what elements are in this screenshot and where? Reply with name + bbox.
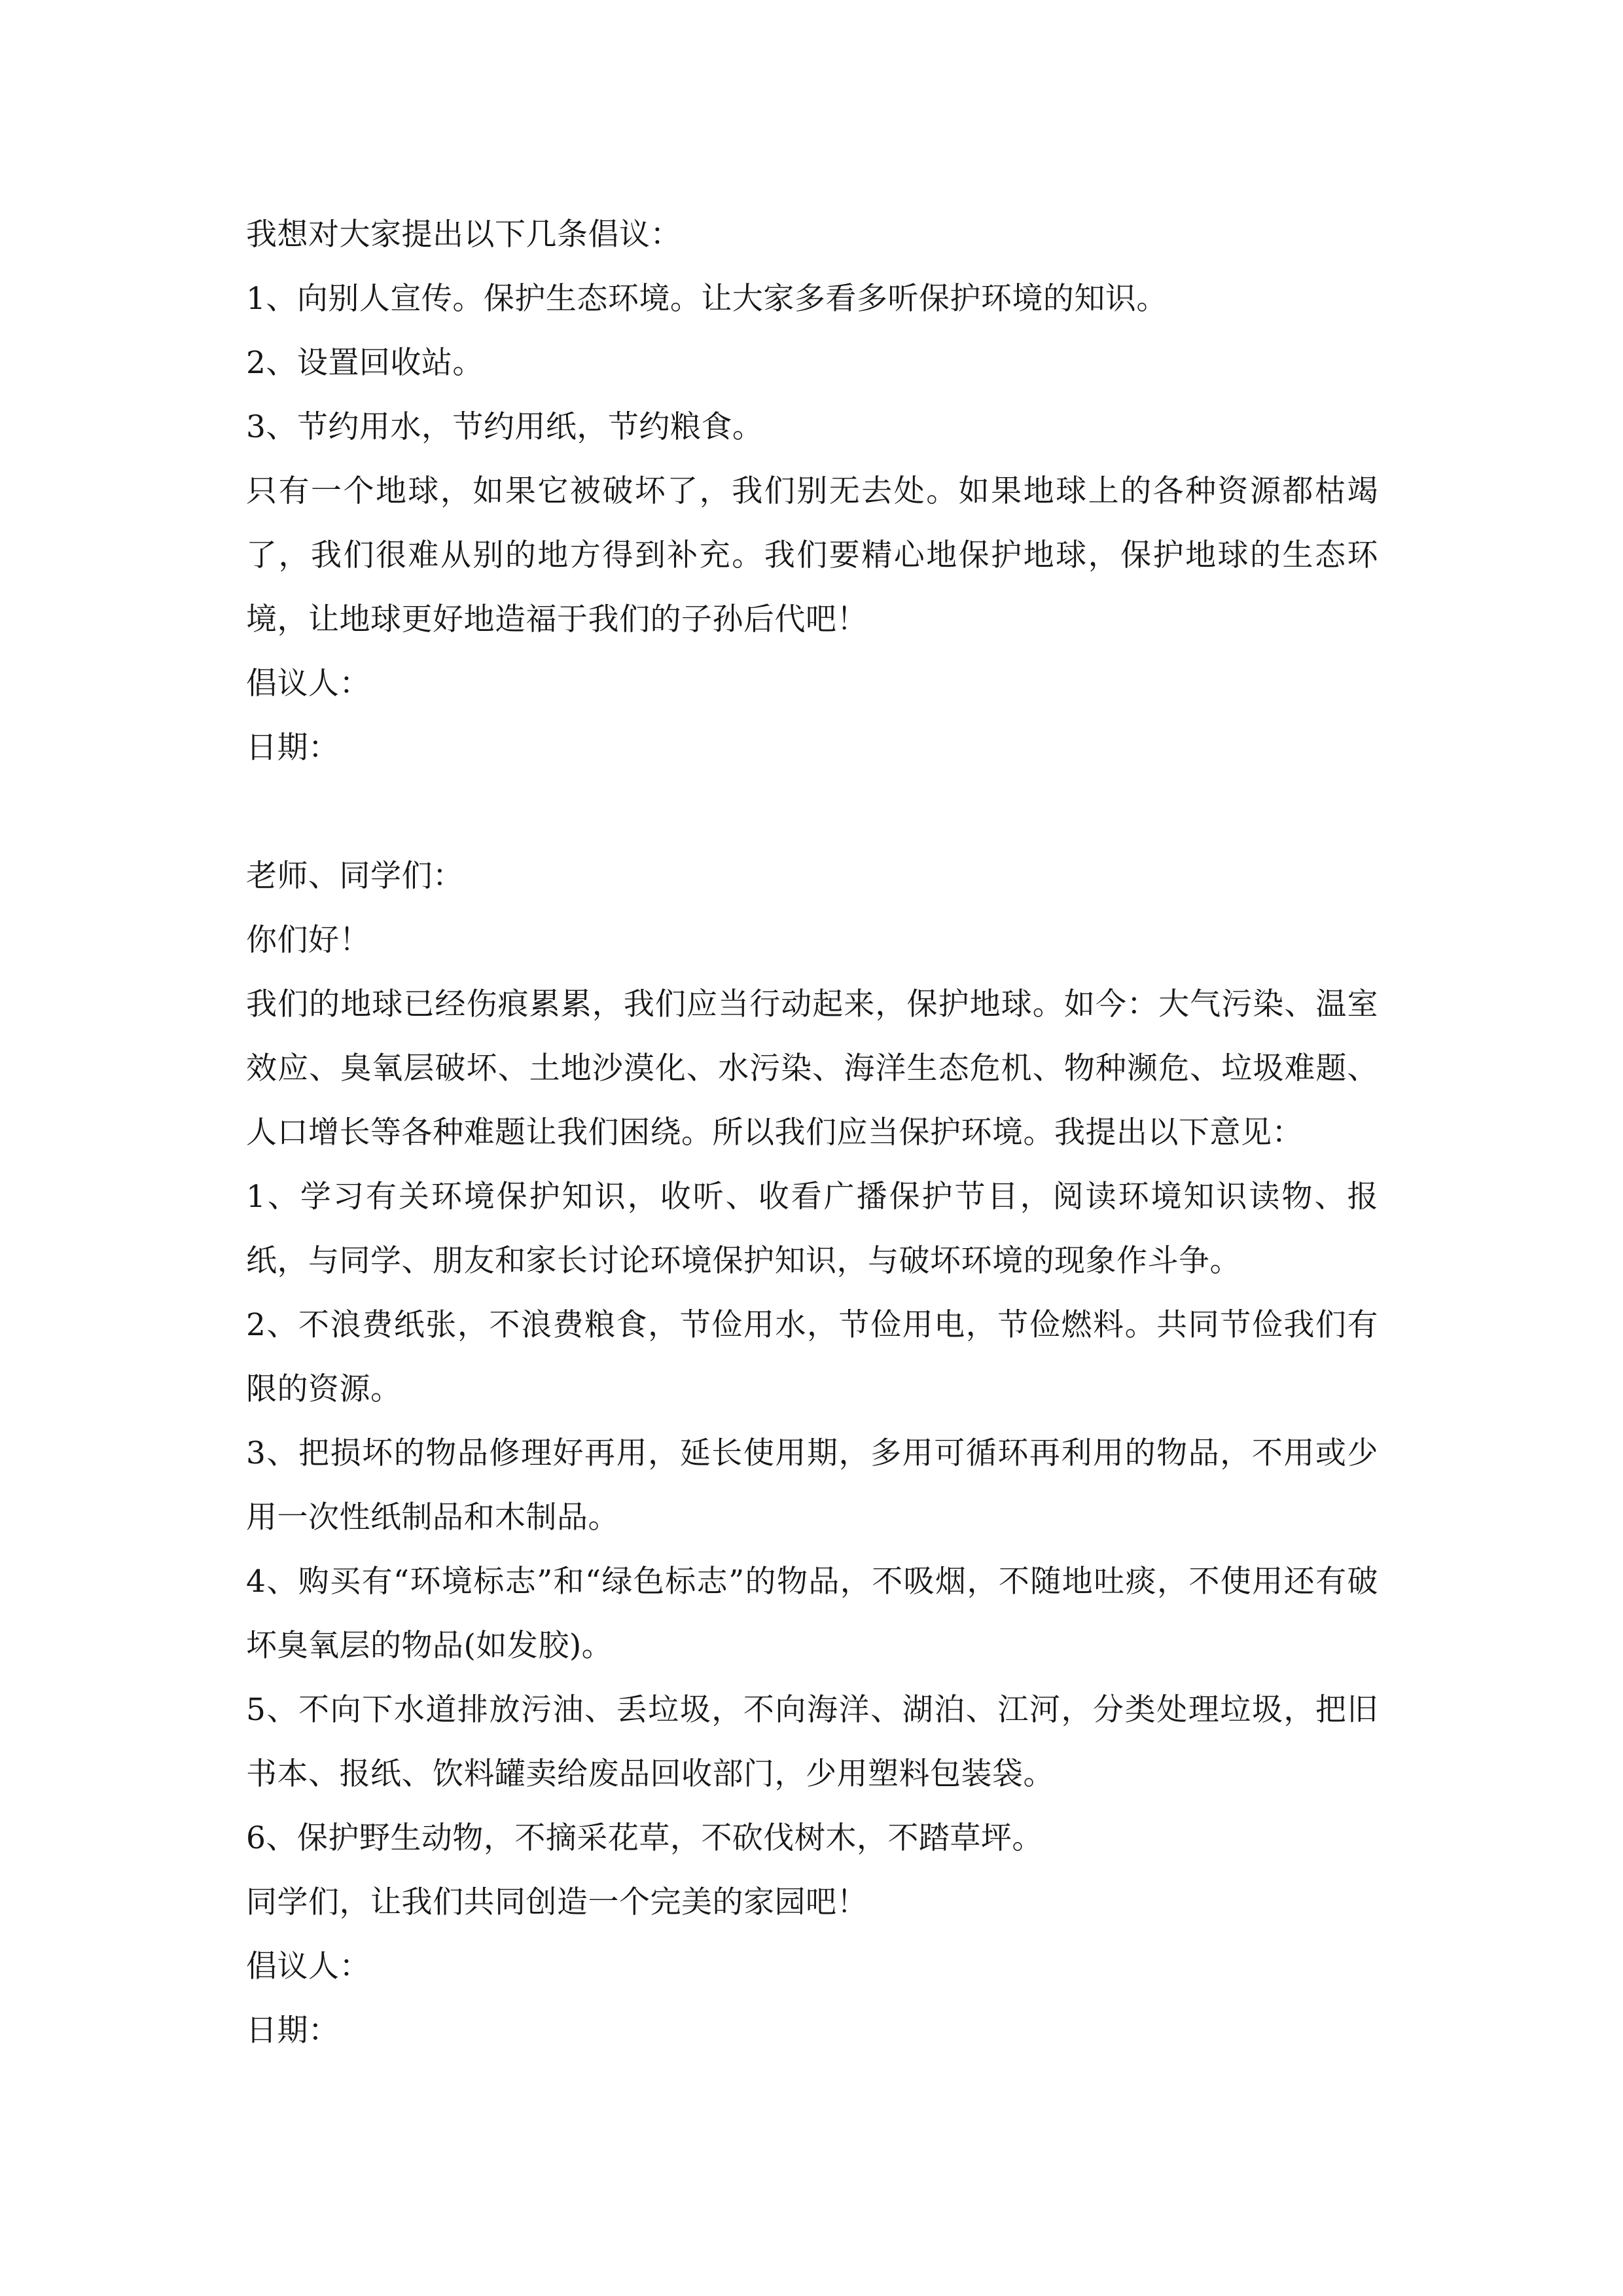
proposal-item: 3、把损坏的物品修理好再用，延长使用期，多用可循环再利用的物品，不用或少用一次性纸制品和木制品。 bbox=[246, 1435, 1378, 1535]
proposal-item: 1、向别人宣传。保护生态环境。让大家多看多听保护环境的知识。 bbox=[246, 281, 1168, 317]
proposal-intro: 我想对大家提出以下几条倡议： bbox=[246, 217, 681, 253]
proposal-section-1 bbox=[246, 203, 1378, 780]
proposal-closing: 同学们，让我们共同创造一个完美的家园吧！ bbox=[246, 1884, 868, 1920]
date-label: 日期： bbox=[246, 2013, 340, 2049]
proposal-closing: 只有一个地球，如果它被破坏了，我们别无去处。如果地球上的各种资源都枯竭了，我们很难从别的地方得到补充。我们要精心地保护地球，保护地球的生态环境，让地球更好地造福于我们的子孙后代吧！ bbox=[246, 473, 1378, 637]
proposer-label: 倡议人： bbox=[246, 1948, 370, 1984]
proposal-item: 2、设置回收站。 bbox=[246, 345, 484, 381]
proposal-body: 我们的地球已经伤痕累累，我们应当行动起来，保护地球。如今：大气污染、温室效应、臭氧层破坏、土地沙漠化、水污染、海洋生态危机、物种濒危、垃圾难题、人口增长等各种难题让我们困绕。所以我们应当保护环境。我提出以下意见： bbox=[246, 986, 1378, 1151]
document-body bbox=[246, 203, 1378, 2063]
proposal-item: 1、学习有关环境保护知识，收听、收看广播保护节目，阅读环境知识读物、报纸，与同学、朋友和家长讨论环境保护知识，与破坏环境的现象作斗争。 bbox=[246, 1179, 1378, 1279]
proposal-item: 5、不向下水道排放污油、丢垃圾，不向海洋、湖泊、江河，分类处理垃圾，把旧书本、报纸、饮料罐卖给废品回收部门，少用塑料包装袋。 bbox=[246, 1692, 1378, 1792]
proposer-label: 倡议人： bbox=[246, 666, 370, 702]
proposal-item: 2、不浪费纸张，不浪费粮食，节俭用水，节俭用电，节俭燃料。共同节俭我们有限的资源。 bbox=[246, 1307, 1378, 1407]
greeting: 你们好！ bbox=[246, 922, 370, 958]
section-divider bbox=[246, 780, 1378, 844]
proposal-item: 6、保护野生动物，不摘采花草，不砍伐树木，不踏草坪。 bbox=[246, 1820, 1043, 1856]
salutation: 老师、同学们： bbox=[246, 858, 464, 894]
proposal-item: 3、节约用水，节约用纸，节约粮食。 bbox=[246, 409, 764, 445]
proposal-item: 4、购买有“环境标志”和“绿色标志”的物品，不吸烟，不随地吐痰，不使用还有破坏臭氧层的物品(如发胶)。 bbox=[246, 1564, 1378, 1664]
proposal-section-2 bbox=[246, 844, 1378, 2063]
date-label: 日期： bbox=[246, 730, 340, 766]
